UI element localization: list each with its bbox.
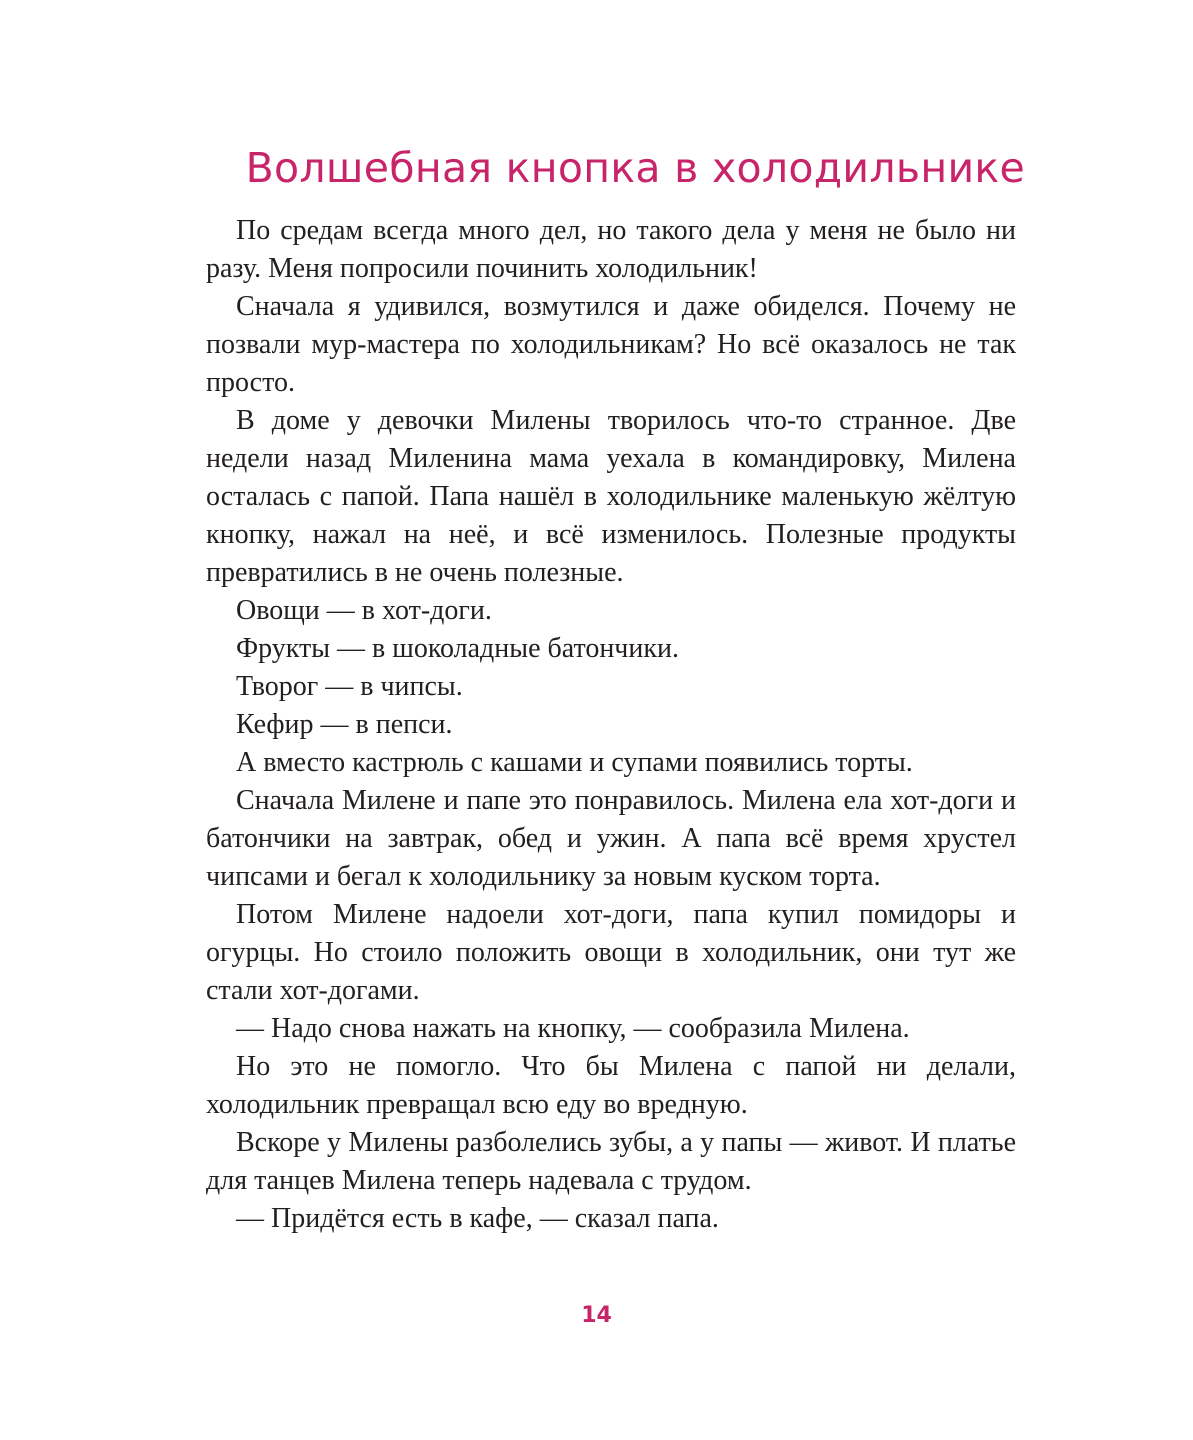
paragraph: Сначала Милене и папе это понравилось. Милена ела хот-доги и батончики на завтрак, обед и ужин. А папа всё время хрустел чипсами и бегал к холодильнику за новым куском торта. xyxy=(206,785,1016,892)
paragraph: Вскоре у Милены разболелись зубы, а у папы — живот. И платье для танцев Милена теперь надевала с трудом. xyxy=(206,1127,1016,1196)
paragraph: — Надо снова нажать на кнопку, — сообразила Милена. xyxy=(236,1013,910,1044)
chapter-title: Волшебная кнопка в холодильнике xyxy=(245,144,1025,192)
page-number: 14 xyxy=(581,1303,612,1328)
paragraph: — Придётся есть в кафе, — сказал папа. xyxy=(236,1203,719,1234)
paragraph: А вместо кастрюль с кашами и супами появились торты. xyxy=(236,747,913,778)
paragraph: По средам всегда много дел, но такого дела у меня не было ни разу. Меня попросили починить холодильник! xyxy=(206,215,1016,284)
paragraph: Кефир — в пепси. xyxy=(236,709,453,740)
paragraph: Сначала я удивился, возмутился и даже обиделся. Почему не позвали мур-мастера по холодильникам? Но всё оказалось не так просто. xyxy=(206,291,1016,398)
paragraph: Овощи — в хот-доги. xyxy=(236,595,492,626)
paragraph: Фрукты — в шоколадные батончики. xyxy=(236,633,679,664)
paragraph: Но это не помогло. Что бы Милена с папой ни делали, холодильник превращал всю еду во вредную. xyxy=(206,1051,1016,1120)
paragraph: Потом Милене надоели хот-доги, папа купил помидоры и огурцы. Но стоило положить овощи в холодильник, они тут же стали хот-догами. xyxy=(206,899,1016,1006)
paragraph: В доме у девочки Милены творилось что-то странное. Две недели назад Миленина мама уехала в командировку, Милена осталась с папой. Папа нашёл в холодильнике маленькую жёлтую кнопку, нажал на неё, и всё изменилось. Полезные продукты превратились в не очень полезные. xyxy=(206,405,1016,588)
body-text xyxy=(206,212,1016,1238)
paragraph: Творог — в чипсы. xyxy=(236,671,463,702)
